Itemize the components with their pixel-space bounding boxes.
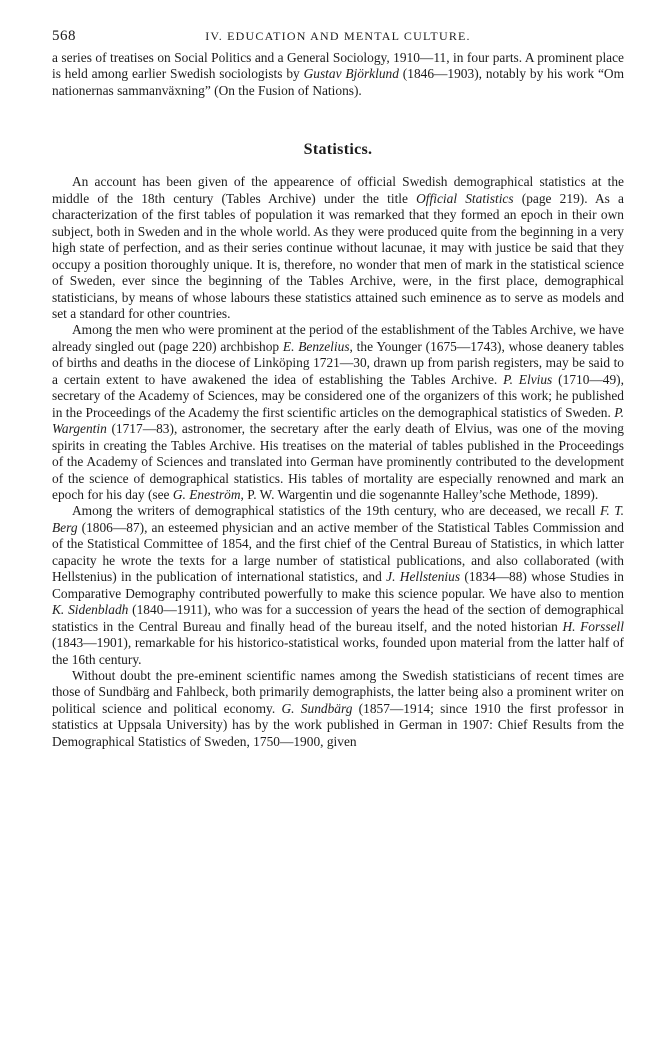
text-run: (1843—1901), remarkable for his historico-statistical works, founded upon material from the latter half of the 16th century. <box>52 635 624 667</box>
text-run: (1857—1914; since 1910 the first professor in statistics at Uppsala University) has by the work published in German in 1907: Chief Results from the Demographical Statistics of Sweden, 1750—1900, given <box>52 700 624 749</box>
paragraph <box>52 322 624 503</box>
text-run: Among the men who were prominent at the period of the establishment of the Tables Archive, we have already singled out (page 220) archbishop <box>52 322 624 354</box>
text-run: a series of treatises on Social Politics and a General Sociology, 1910—11, in four parts. A prominent place is held among earlier Swedish sociologists by <box>52 50 624 82</box>
running-head <box>52 28 624 50</box>
text-run: (page 219). As a characterization of the first tables of population it was remarked that they formed an epoch in their own subject, both in Sweden and in the whole world. As they were produced quite from the beginning in a very high state of perfection, and as their series continue without lacunae, it may with justice be said that they occupy a position thoroughly unique. It is, therefore, no wonder that men of mark in the statistical science of Sweden, ever since the beginning of the Tables Archive, were, in the first place, demographical statisticians, by means of whose labours these statistics attained such eminence as to serve as models and set a standard for other countries. <box>52 190 624 321</box>
paragraph <box>52 668 624 750</box>
italic-text-run: H. Forssell <box>562 618 624 634</box>
text-run: Among the writers of demographical statistics of the 19th century, who are deceased, we recall <box>72 503 600 519</box>
italic-text-run: Official Statistics <box>416 190 514 206</box>
italic-text-run: K. Sidenbladh <box>52 602 129 618</box>
text-run: , P. W. Wargentin und die sogenannte Halley’sche Methode, 1899). <box>240 486 599 502</box>
text-run: An account has been given of the appearence of official Swedish demographical statistics at the middle of the 18th century (Tables Archive) under the title <box>52 174 624 206</box>
text-run: (1710—49), secretary of the Academy of Sciences, may be considered one of the organizers of this work; he published in the Proceedings of the Academy the first scientific articles on the demographical statistics of Sweden. <box>52 371 624 420</box>
text-run: (1806—87), an esteemed physician and an active member of the Statistical Tables Commission and of the Statistical Committee of 1854, and the first chief of the Central Bureau of Statistics, in which latter capacity he wrote the texts for a large number of statistical publications, and also collaborated (with Hellstenius) in the publication of international statistics, and <box>52 519 624 585</box>
italic-text-run: G. Eneström <box>172 486 241 502</box>
italic-text-run: G. Sundbärg <box>281 700 353 716</box>
text-run: (1834—88) whose Studies in Comparative Demography contributed powerfully to make this science popular. We have also to mention <box>52 569 625 601</box>
italic-text-run: Gustav Björklund <box>303 66 399 82</box>
page-number: 568 <box>52 28 76 44</box>
text-run: , the Younger (1675—1743), whose deanery tables of births and deaths in the diocese of Linköping 1721—30, drawn up from parish registers, may be said to a certain extent to have awakened the idea of establishing the Tables Archive. <box>52 338 624 387</box>
page-body <box>52 50 624 750</box>
chapter-title: IV. EDUCATION AND MENTAL CULTURE. <box>205 29 471 43</box>
italic-text-run: E. Benzelius <box>282 338 350 354</box>
italic-text-run: F. T. Berg <box>52 503 625 535</box>
section-heading: Statistics. <box>303 141 373 159</box>
section-body <box>52 174 624 750</box>
text-run: (1846—1903), notably by his work “Om nationernas sammanväxning” (On the Fusion of Nations). <box>52 66 624 98</box>
text-run: (1840—1911), who was for a succession of years the head of the section of demographical statistics in the Central Bureau and finally head of the bureau itself, and the noted historian <box>52 602 624 634</box>
italic-text-run: P. Elvius <box>503 371 553 387</box>
paragraph <box>52 503 624 668</box>
paragraph <box>52 174 624 322</box>
text-run: Without doubt the pre-eminent scientific names among the Swedish statisticians of recent times are those of Sundbärg and Fahlbeck, both primarily demographists, the latter being also a prominent writer on political science and political economy. <box>52 667 624 716</box>
intro-paragraph <box>52 50 624 99</box>
italic-text-run: P. Wargentin <box>52 404 624 437</box>
book-page <box>52 28 624 750</box>
italic-text-run: J. Hellstenius <box>386 569 461 585</box>
text-run: (1717—83), astronomer, the secretary after the early death of Elvius, was one of the moving spirits in creating the Tables Archive. His treatises on the material of tables published in the Proceedings of the Academy of Sciences and translated into German have prominently contributed to the development of the science of demographical statistics. His tables of mortality are especially renowned and mark an epoch for his day (see <box>52 421 624 502</box>
